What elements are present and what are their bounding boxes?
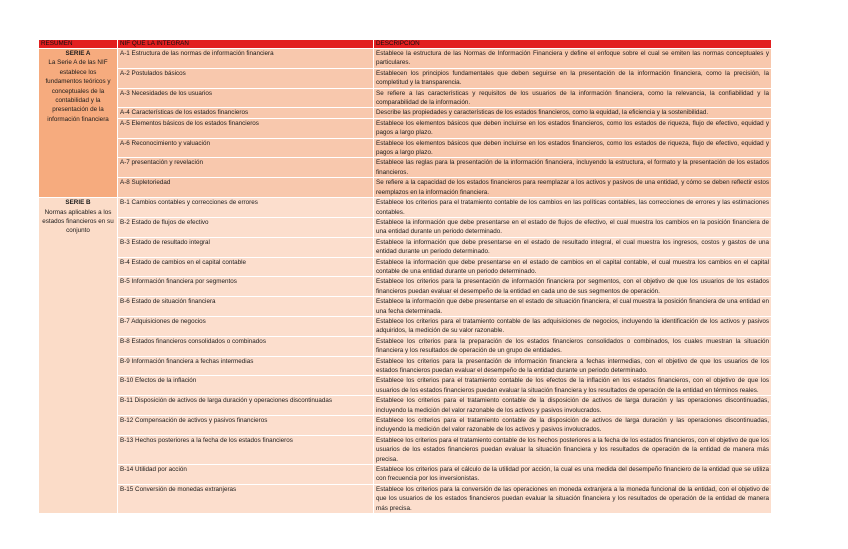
nif-description: Establece los criterios para el tratamiento contable de los efectos de la inflación en los estados financieros, con el objetivo de que los usuarios de los estados financieros puedan evaluar la situación financiera y los resultados de operación de la entidad en términos reales. — [374, 376, 772, 396]
nif-description: Establece los criterios para el tratamiento contable de la disposición de activos de larga duración y las operaciones discontinuadas, incluyendo la medición del valor razonable de los activos y pasivos involucrados. — [374, 396, 772, 416]
nif-description: Se refiere a las características y requisitos de los usuarios de la información financiera, como la relevancia, la confiabilidad y la comparabilidad de la información. — [374, 88, 772, 108]
nif-description: Establecen los principios fundamentales que deben seguirse en la presentación de la información financiera, como la precisión, la completitud y la transparencia. — [374, 68, 772, 88]
header-row — [39, 40, 772, 49]
serie-b-text: Normas aplicables a los estados financieros en su conjunto — [42, 208, 114, 235]
table-row — [39, 465, 772, 485]
nif-name: B-15 Conversión de monedas extranjeras — [118, 484, 374, 513]
nif-description: Establece los elementos básicos que deben incluirse en los estados financieros, como los estados de riqueza, flujo de efectivo, equidad y pagos a largo plazo. — [374, 118, 772, 138]
table-row — [39, 49, 772, 69]
nif-name: A-4 Características de los estados financieros — [118, 108, 374, 118]
table-row — [39, 138, 772, 158]
nif-name: B-14 Utilidad por acción — [118, 465, 374, 485]
nif-description: Establece la información que debe presentarse en el estado de situación financiera, el cual muestra la posición financiera de una entidad en una fecha determinada. — [374, 297, 772, 317]
nif-name: B-11 Disposición de activos de larga duración y operaciones discontinuadas — [118, 396, 374, 416]
nif-name: B-12 Compensación de activos y pasivos financieros — [118, 416, 374, 436]
serie-b-title: SERIE B — [65, 199, 91, 207]
table-row — [39, 217, 772, 237]
table-row — [39, 237, 772, 257]
nif-description: Se refiere a la capacidad de los estados financieros para reemplazar a los activos y pasivos de una entidad, y cómo se deben reflectir estos reemplazos en la información financiera. — [374, 178, 772, 198]
nif-name: A-3 Necesidades de los usuarios — [118, 88, 374, 108]
nif-name: A-1 Estructura de las normas de información financiera — [118, 49, 374, 69]
nif-name: B-5 Información financiera por segmentos — [118, 277, 374, 297]
table-row — [39, 316, 772, 336]
table-row — [39, 416, 772, 436]
nif-description: Establece los elementos básicos que deben incluirse en los estados financieros, como los estados de riqueza, flujo de efectivo, equidad y pagos a largo plazo. — [374, 138, 772, 158]
nif-summary-table — [38, 39, 772, 514]
table-row — [39, 396, 772, 416]
table-row — [39, 198, 772, 218]
nif-description: Establece la información que debe presentarse en el estado de cambios en el capital contable, el cual muestra los cambios en el capital contable de una entidad durante un periodo determinado. — [374, 257, 772, 277]
nif-name: A-6 Reconocimiento y valuación — [118, 138, 374, 158]
nif-name: A-7 presentación y revelación — [118, 158, 374, 178]
serie-a-summary — [39, 49, 118, 198]
nif-description: Establece la estructura de las Normas de Información Financiera y define el enfoque sobre el cual se emiten las normas conceptuales y particulares. — [374, 49, 772, 69]
nif-name: B-7 Adquisiciones de negocios — [118, 316, 374, 336]
header-descripcion: DESCRIPCION — [374, 40, 772, 49]
nif-name: A-2 Postulados básicos — [118, 68, 374, 88]
table-row — [39, 178, 772, 198]
nif-name: B-3 Estado de resultado integral — [118, 237, 374, 257]
nif-description: Establece los criterios para el tratamiento contable de los cambios en las políticas contables, las correcciones de errores y las estimaciones contables. — [374, 198, 772, 218]
table-row — [39, 118, 772, 138]
table-row — [39, 297, 772, 317]
nif-name: B-4 Estado de cambios en el capital contable — [118, 257, 374, 277]
nif-name: B-9 Información financiera a fechas intermedias — [118, 356, 374, 376]
header-resumen: RESUMEN — [39, 40, 118, 49]
nif-name: B-10 Efectos de la inflación — [118, 376, 374, 396]
nif-name: B-2 Estado de flujos de efectivo — [118, 217, 374, 237]
header-nif: NIF QUE LA INTEGRAN — [118, 40, 374, 49]
table-row — [39, 435, 772, 464]
nif-description: Establece los criterios para el tratamiento contable de las adquisiciones de negocios, incluyendo la identificación de los activos y pasivos adquiridos, la medición de su valor razonable. — [374, 316, 772, 336]
nif-description: Establece la información que debe presentarse en el estado de flujos de efectivo, el cual muestra los cambios en la posición financiera de una entidad durante un periodo determinado. — [374, 217, 772, 237]
table-row — [39, 277, 772, 297]
nif-description: Establece la información que debe presentarse en el estado de resultado integral, el cual muestra los ingresos, costos y gastos de una entidad durante un periodo determinado. — [374, 237, 772, 257]
nif-description: Establece los criterios para la presentación de información financiera por segmentos, con el objetivo de que los usuarios de los estados financieros puedan evaluar el desempeño de la entidad en cada uno de sus segmentos de operación. — [374, 277, 772, 297]
nif-description: Establece los criterios para el tratamiento contable de los hechos posteriores a la fecha de los estados financieros, con el objetivo de que los usuarios de los estados financieros puedan evaluar la situación financiera y los resultados de operación de la entidad de manera más precisa. — [374, 435, 772, 464]
serie-a-text: La Serie A de las NIF establece los fundamentos teóricos y conceptuales de la contabilidad y la presentación de la información financiera — [45, 59, 111, 123]
nif-description: Establece las reglas para la presentación de la información financiera, incluyendo la estructura, el formato y la presentación de los estados financieros. — [374, 158, 772, 178]
nif-description: Establece los criterios para el cálculo de la utilidad por acción, la cual es una medida del desempeño financiero de la entidad que se utiliza con frecuencia por los inversionistas. — [374, 465, 772, 485]
table-row — [39, 88, 772, 108]
nif-name: A-5 Elementos básicos de los estados financieros — [118, 118, 374, 138]
nif-name: B-13 Hechos posteriores a la fecha de los estados financieros — [118, 435, 374, 464]
nif-name: B-8 Estados financieros consolidados o combinados — [118, 336, 374, 356]
nif-description: Establece los criterios para la preparación de los estados financieros consolidados o combinados, los cuales muestran la situación financiera y los resultados de operación de un grupo de entidades. — [374, 336, 772, 356]
nif-description: Establece los criterios para el tratamiento contable de la disposición de activos de larga duración y las operaciones discontinuadas, incluyendo la medición del valor razonable de los activos y pasivos involucrados. — [374, 416, 772, 436]
nif-name: A-8 Supletoriedad — [118, 178, 374, 198]
table-row — [39, 158, 772, 178]
serie-b-summary — [39, 198, 118, 514]
table-row — [39, 68, 772, 88]
nif-name: B-1 Cambios contables y correcciones de errores — [118, 198, 374, 218]
nif-description: Describe las propiedades y características de los estados financieros, como la equidad, la eficiencia y la sostenibilidad. — [374, 108, 772, 118]
table-row — [39, 356, 772, 376]
table-row — [39, 257, 772, 277]
table-row — [39, 484, 772, 513]
nif-description: Establece los criterios para la presentación de información financiera a fechas intermedias, con el objetivo de que los usuarios de los estados financieros puedan evaluar el desempeño de la entidad durante un periodo determinado. — [374, 356, 772, 376]
serie-a-title: SERIE A — [65, 50, 91, 57]
table-row — [39, 376, 772, 396]
nif-description: Establece los criterios para la conversión de las operaciones en moneda extranjera a la moneda funcional de la entidad, con el objetivo de que los usuarios de los estados financieros puedan evaluar la situación financiera y los resultados de operación de la entidad de manera más precisa. — [374, 484, 772, 513]
table-row — [39, 336, 772, 356]
table-row — [39, 108, 772, 118]
nif-name: B-6 Estado de situación financiera — [118, 297, 374, 317]
